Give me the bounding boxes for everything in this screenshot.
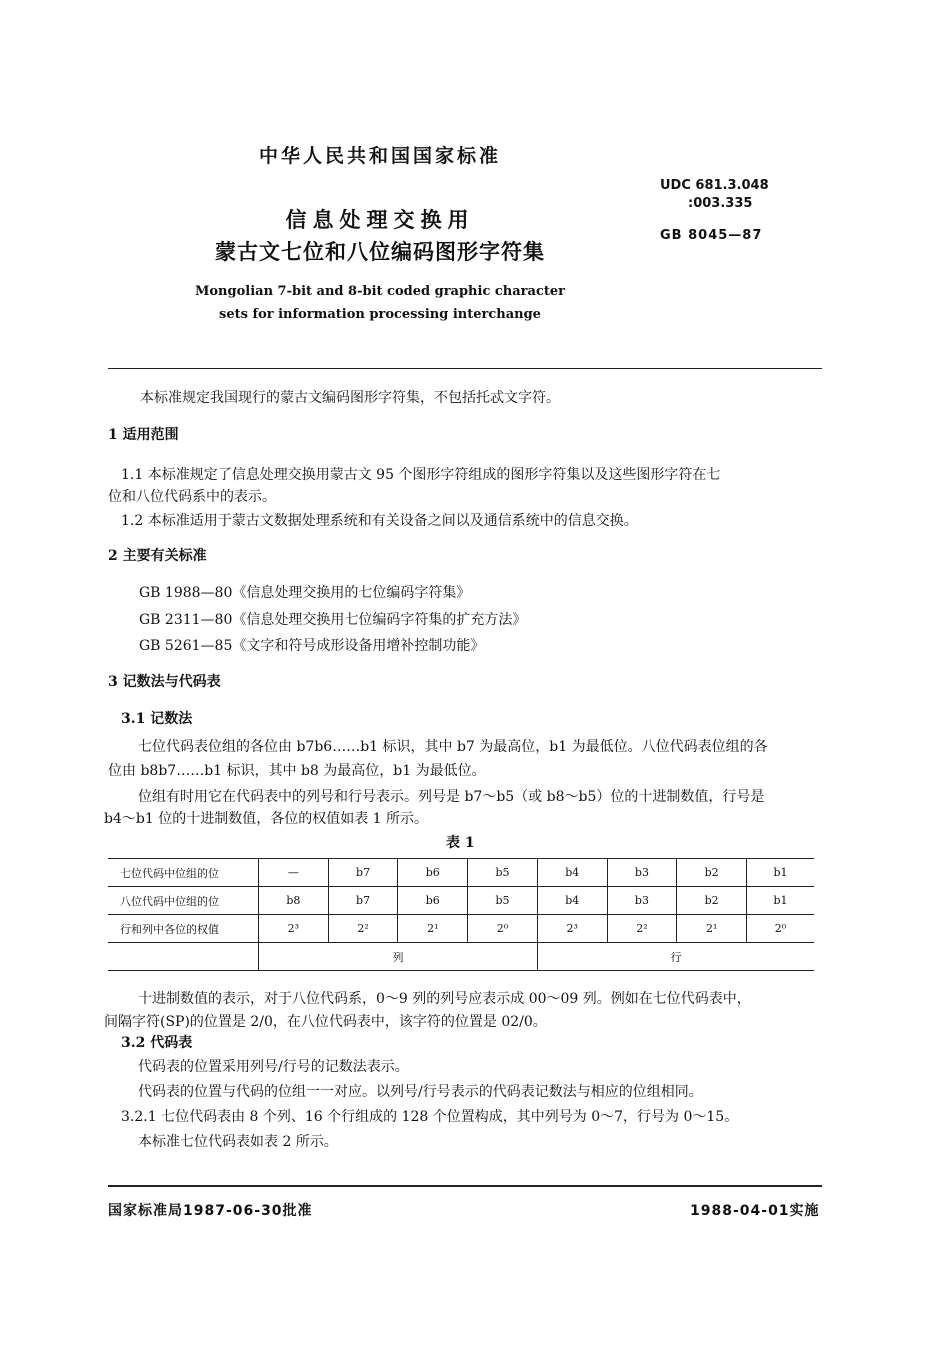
table-cell: 2⁰ <box>468 915 538 943</box>
bit-weight-table <box>108 858 814 971</box>
table-cell: 2¹ <box>398 915 468 943</box>
table-row <box>108 859 814 887</box>
table-cell: 2⁰ <box>747 915 814 943</box>
gb-standard-code: GB 8045—87 <box>660 228 763 243</box>
clause-1-1-line-1: 1.1 本标准规定了信息处理交换用蒙古文 95 个图形字符组成的图形字符集以及这些图形字符在七 <box>121 467 721 483</box>
header-divider <box>108 368 822 369</box>
table-cell: — <box>259 859 329 887</box>
row-group-label: 行 <box>537 943 814 971</box>
table-cell: 2¹ <box>677 915 747 943</box>
approval-date: 国家标准局1987-06-30批准 <box>108 1203 313 1219</box>
table-cell: 2³ <box>259 915 329 943</box>
clause-3-1-para-1-line-1: 七位代码表位组的各位由 b7b6……b1 标识，其中 b7 为最高位，b1 为最低位。八位代码表位组的各 <box>138 739 768 755</box>
table-cell: b5 <box>468 859 538 887</box>
section-2-heading: 2 主要有关标准 <box>108 548 207 564</box>
table-empty-cell <box>108 943 259 971</box>
table-cell: b1 <box>747 887 814 915</box>
clause-3-2-para-2: 代码表的位置与代码的位组一一对应。以列号/行号表示的代码表记数法与相应的位组相同。 <box>138 1084 703 1100</box>
table-cell: b6 <box>398 859 468 887</box>
table-cell: b7 <box>328 859 398 887</box>
clause-1-1-line-2: 位和八位代码系中的表示。 <box>108 489 276 505</box>
table-row-label: 行和列中各位的权值 <box>108 915 259 943</box>
clause-3-1-para-2-line-2: b4～b1 位的十进制数值，各位的权值如表 1 所示。 <box>104 811 428 827</box>
clause-3-2-para-1: 代码表的位置采用列号/行号的记数法表示。 <box>138 1059 409 1075</box>
udc-code-line-1: UDC 681.3.048 <box>660 178 769 193</box>
column-group-label: 列 <box>259 943 538 971</box>
reference-standard-2: GB 2311—80《信息处理交换用七位编码字符集的扩充方法》 <box>139 612 527 628</box>
clause-3-2-1-para: 本标准七位代码表如表 2 所示。 <box>138 1134 338 1150</box>
table-cell: b3 <box>607 887 677 915</box>
table-cell: 2² <box>607 915 677 943</box>
udc-code-line-2: :003.335 <box>688 196 753 211</box>
table-cell: b5 <box>468 887 538 915</box>
after-table-line-2: 间隔字符(SP)的位置是 2/0，在八位代码表中，该字符的位置是 02/0。 <box>104 1014 547 1030</box>
english-title-line-2: sets for information processing interchange <box>219 307 541 322</box>
reference-standard-3: GB 5261—85《文字和符号成形设备用增补控制功能》 <box>139 638 485 654</box>
clause-3-1-para-1-line-2: 位由 b8b7……b1 标识，其中 b8 为最高位，b1 为最低位。 <box>108 763 486 779</box>
effective-date: 1988-04-01实施 <box>690 1203 820 1219</box>
table-row <box>108 943 814 971</box>
document-title-line-2: 蒙古文七位和八位编码图形字符集 <box>215 240 545 264</box>
national-standard-title: 中华人民共和国国家标准 <box>258 145 501 167</box>
table-row <box>108 915 814 943</box>
table-cell: b4 <box>537 859 607 887</box>
table-row-label: 七位代码中位组的位 <box>108 859 259 887</box>
reference-standard-1: GB 1988—80《信息处理交换用的七位编码字符集》 <box>139 585 471 601</box>
table-cell: b2 <box>677 859 747 887</box>
section-3-heading: 3 记数法与代码表 <box>108 674 221 690</box>
clause-3-2-heading: 3.2 代码表 <box>121 1035 193 1051</box>
table-cell: b8 <box>259 887 329 915</box>
clause-3-1-para-2-line-1: 位组有时用它在代码表中的列号和行号表示。列号是 b7～b5（或 b8～b5）位的十进制数值，行号是 <box>138 789 765 805</box>
clause-3-2-1: 3.2.1 七位代码表由 8 个列、16 个行组成的 128 个位置构成，其中列号为 0～7，行号为 0～15。 <box>121 1109 739 1125</box>
section-1-heading: 1 适用范围 <box>108 427 179 443</box>
table-cell: b6 <box>398 887 468 915</box>
table-cell: 2³ <box>537 915 607 943</box>
table-cell: b3 <box>607 859 677 887</box>
table-cell: b7 <box>328 887 398 915</box>
table-row <box>108 887 814 915</box>
intro-paragraph: 本标准规定我国现行的蒙古文编码图形字符集，不包括托忒文字符。 <box>140 390 560 406</box>
table-row-label: 八位代码中位组的位 <box>108 887 259 915</box>
table-cell: 2² <box>328 915 398 943</box>
footer-divider <box>108 1185 822 1187</box>
table-cell: b1 <box>747 859 814 887</box>
clause-3-1-heading: 3.1 记数法 <box>121 711 193 727</box>
table-1-caption: 表 1 <box>446 835 475 851</box>
table-cell: b2 <box>677 887 747 915</box>
english-title-line-1: Mongolian 7-bit and 8-bit coded graphic character <box>195 284 565 299</box>
clause-1-2: 1.2 本标准适用于蒙古文数据处理系统和有关设备之间以及通信系统中的信息交换。 <box>121 513 638 529</box>
table-cell: b4 <box>537 887 607 915</box>
document-title-line-1: 信息处理交换用 <box>285 208 475 232</box>
after-table-line-1: 十进制数值的表示，对于八位代码系，0～9 列的列号应表示成 00～09 列。例如在七位代码表中， <box>138 991 751 1007</box>
